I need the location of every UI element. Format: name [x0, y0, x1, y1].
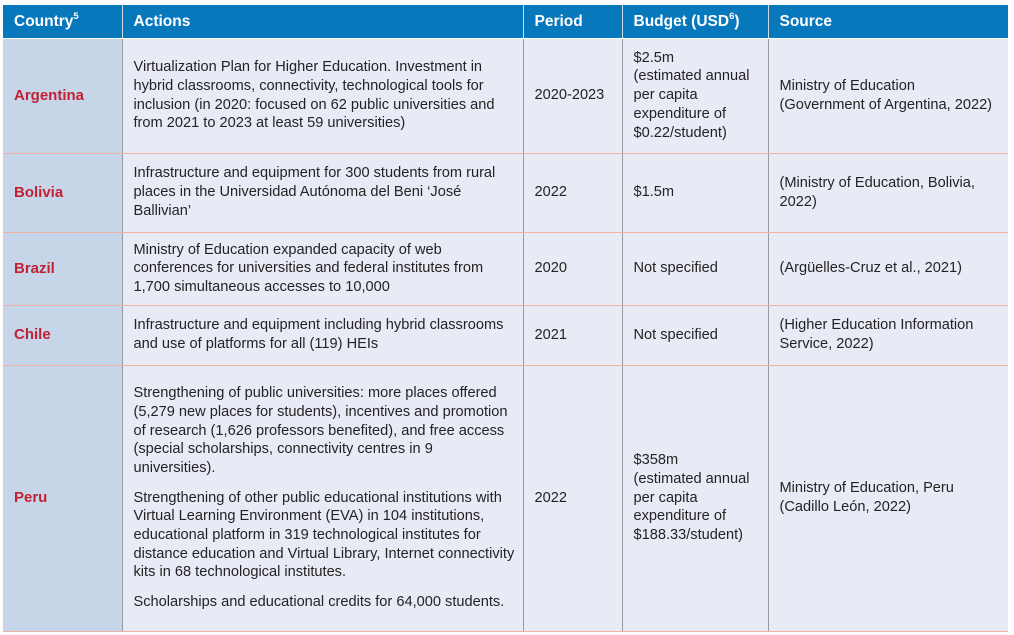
country-cell: Chile	[3, 305, 122, 365]
source-cell: (Higher Education Information Service, 2022)	[768, 305, 1008, 365]
actions-cell	[122, 232, 523, 305]
header-label: Budget (USD	[633, 12, 730, 30]
period-cell: 2020	[523, 232, 622, 305]
source-cell: Ministry of Education, Peru (Cadillo León, 2022)	[768, 365, 1008, 631]
table-row row-bolivia	[3, 153, 1008, 232]
budget-line: (estimated annual per capita expenditure of $0.22/student)	[633, 68, 750, 141]
action-paragraph: Ministry of Education expanded capacity of web conferences for universities and federal institutes from 1,700 simultaneous accesses to 10,000	[133, 241, 484, 295]
header-label: Actions	[133, 12, 191, 30]
header-row	[3, 5, 1008, 38]
action-paragraph: Infrastructure and equipment for 300 students from rural places in the Universidad Autónoma del Beni ‘José Ballivian’	[133, 165, 496, 219]
header-label: Period	[534, 12, 583, 30]
country-cell: Brazil	[3, 232, 122, 305]
header-label: Country	[14, 12, 74, 30]
budget-line: $1.5m	[633, 184, 675, 201]
source-cell: (Ministry of Education, Bolivia, 2022)	[768, 153, 1008, 232]
footnote-marker: 6	[729, 10, 735, 22]
budget-cell	[622, 38, 768, 153]
actions-cell	[122, 365, 523, 631]
actions-cell	[122, 153, 523, 232]
country-cell: Peru	[3, 365, 122, 631]
source-cell: (Argüelles-Cruz et al., 2021)	[768, 232, 1008, 305]
country-cell: Bolivia	[3, 153, 122, 232]
column-header-budget: Budget (USD$^6$)	[622, 5, 768, 38]
table-row row-argentina	[3, 38, 1008, 153]
source-cell: Ministry of Education (Government of Argentina, 2022)	[768, 38, 1008, 153]
table-row row-brazil	[3, 232, 1008, 305]
budget-line: Not specified	[633, 326, 718, 343]
action-paragraph: Virtualization Plan for Higher Education. Investment in hybrid classrooms, connectivity, technological tools for inclusion (in 2020: focused on 62 public universities and from 2021 to 2023 at least 59 universities)	[133, 59, 495, 132]
action-paragraph: Strengthening of other public educational institutions with Virtual Learning Environment (EVA) in 104 institutions, educational platform in 319 technological institutes for distance education and Virtual Library, Internet connectivity kits in 68 technological institutes.	[133, 489, 515, 581]
table-row row-peru	[3, 365, 1008, 631]
table-row row-chile	[3, 305, 1008, 365]
budget-line: Not specified	[633, 260, 718, 277]
period-cell: 2021	[523, 305, 622, 365]
budget-cell	[622, 365, 768, 631]
budget-cell	[622, 305, 768, 365]
action-paragraph: Infrastructure and equipment including hybrid classrooms and use of platforms for all (119) HEIs	[133, 317, 504, 353]
footnote-marker: 5	[73, 10, 79, 22]
header-label: Source	[779, 12, 833, 30]
budget-line: (estimated annual per capita expenditure of $188.33/student)	[633, 471, 750, 544]
education-funding-table	[3, 5, 1008, 632]
budget-line: $2.5m	[633, 49, 675, 66]
column-header-actions	[122, 5, 523, 38]
table-body	[3, 38, 1008, 631]
column-header-period	[523, 5, 622, 38]
column-header-country	[3, 5, 122, 38]
period-cell: 2022	[523, 365, 622, 631]
budget-cell	[622, 232, 768, 305]
period-cell: 2022	[523, 153, 622, 232]
period-cell: 2020-2023	[523, 38, 622, 153]
action-paragraph: Strengthening of public universities: more places offered (5,279 new places for students), incentives and promotion of research (1,626 professors benefited), and free access (special scholarships, connectivity centres in 9 universities).	[133, 385, 508, 476]
table-header	[3, 5, 1008, 38]
budget-line: $358m	[633, 452, 679, 469]
action-paragraph: Scholarships and educational credits for 64,000 students.	[133, 594, 505, 611]
actions-cell	[122, 305, 523, 365]
budget-cell	[622, 153, 768, 232]
column-header-source	[768, 5, 1008, 38]
country-cell: Argentina	[3, 38, 122, 153]
actions-cell	[122, 38, 523, 153]
